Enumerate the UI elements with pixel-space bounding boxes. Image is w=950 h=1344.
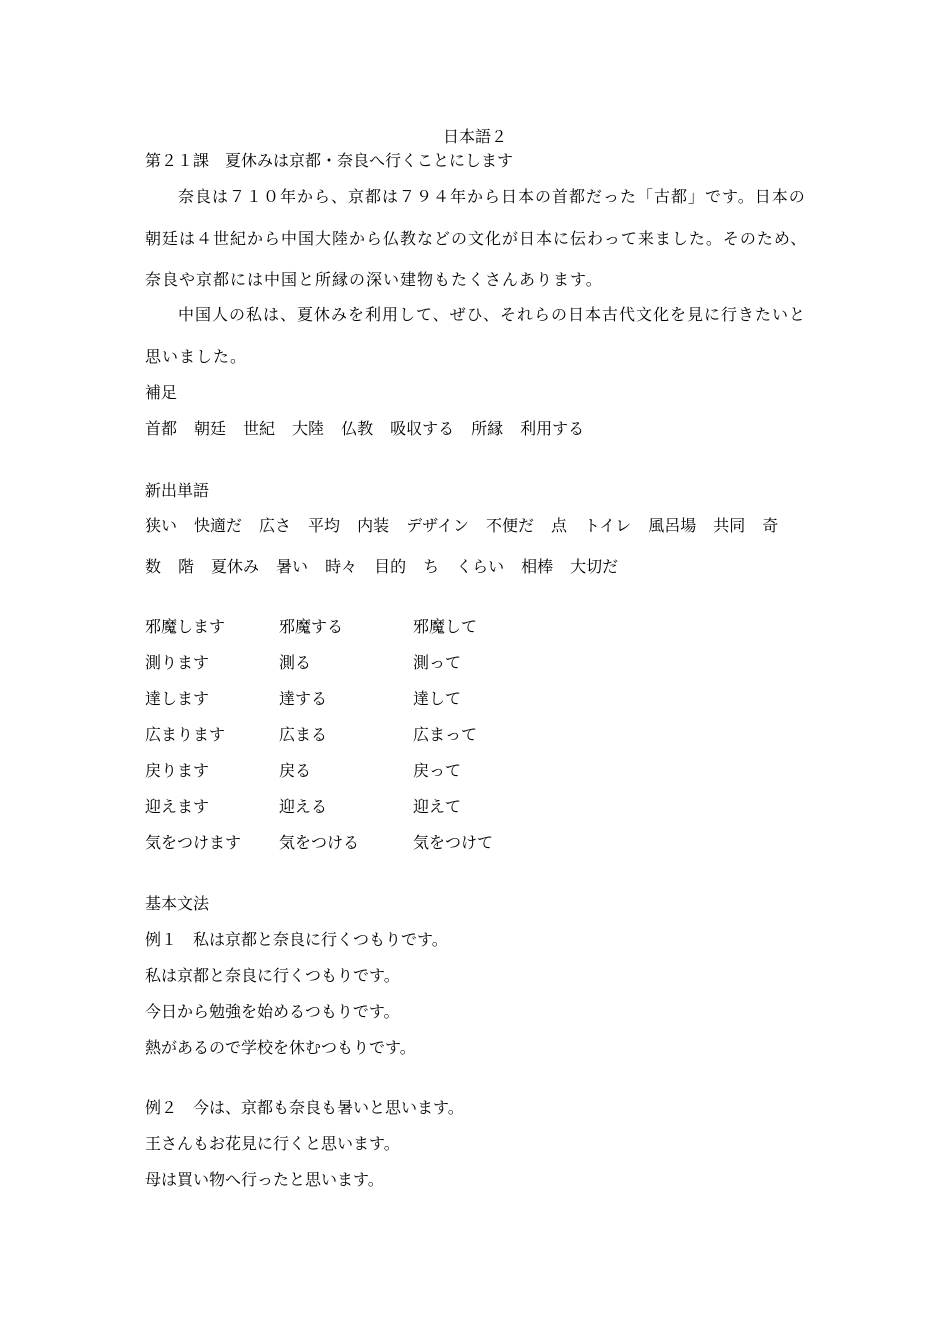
vocab-word: 不便だ <box>485 516 534 535</box>
vocab-word: 広さ <box>259 516 292 535</box>
document-title: 日本語２ <box>442 127 507 146</box>
masu-form: 達します <box>145 689 210 708</box>
te-form: 達して <box>413 689 462 708</box>
vocab-word: 大陸 <box>292 419 325 438</box>
example-sentence: 母は買い物へ行ったと思います。 <box>145 1170 384 1189</box>
vocab-word: 快適だ <box>194 516 243 535</box>
masu-form: 迎えます <box>145 797 210 816</box>
vocab-word: 朝廷 <box>194 419 227 438</box>
vocab-word: 数 <box>145 557 162 576</box>
vocab-word: 首都 <box>145 419 178 438</box>
example-sentence: 私は京都と奈良に行くつもりです。 <box>145 966 400 985</box>
vocab-word: ち <box>423 557 440 576</box>
vocab-word: 共同 <box>713 516 746 535</box>
vocab-word: 風呂場 <box>648 516 697 535</box>
te-form: 気をつけて <box>413 833 494 852</box>
dictionary-form: 気をつける <box>279 833 360 852</box>
masu-form: 気をつけます <box>145 833 242 852</box>
example-sentence: 熱があるので学校を休むつもりです。 <box>145 1038 416 1057</box>
vocab-word: 内装 <box>357 516 390 535</box>
masu-form: 広まります <box>145 725 226 744</box>
reading-line: 朝廷は４世紀から中国大陸から仏教などの文化が日本に伝わって来ました。そのため、 <box>145 229 808 248</box>
example-heading: 例１ 私は京都と奈良に行くつもりです。 <box>145 930 448 949</box>
vocab-word: 相棒 <box>521 557 554 576</box>
masu-form: 測ります <box>145 653 210 672</box>
vocab-word: トイレ <box>584 516 632 535</box>
example-sentence: 王さんもお花見に行くと思います。 <box>145 1134 400 1153</box>
te-form: 迎えて <box>413 797 462 816</box>
dictionary-form: 広まる <box>279 725 328 744</box>
vocab-word: 狭い <box>145 516 178 535</box>
vocab-word: 世紀 <box>243 419 276 438</box>
vocab-word: 仏教 <box>341 419 374 438</box>
vocab-word: デザイン <box>406 516 469 535</box>
supplement-words <box>145 419 584 439</box>
reading-line: 中国人の私は、夏休みを利用して、ぜひ、それらの日本古代文化を見に行きたいと <box>178 305 807 324</box>
vocab-word: 平均 <box>308 516 341 535</box>
dictionary-form: 邪魔する <box>279 617 344 636</box>
te-form: 邪魔して <box>413 617 478 636</box>
new-words-label: 新出単語 <box>145 481 210 500</box>
vocab-word: 時々 <box>325 557 358 576</box>
vocab-word: 夏休み <box>211 557 260 576</box>
example-heading: 例２ 今は、京都も奈良も暑いと思います。 <box>145 1098 464 1117</box>
vocab-word: 奇 <box>762 516 779 535</box>
reading-line: 奈良は７１０年から、京都は７９４年から日本の首都だった「古都」です。日本の <box>178 187 806 206</box>
vocab-word: 吸収する <box>390 419 455 438</box>
reading-line: 思いました。 <box>145 347 248 366</box>
vocab-word: 所縁 <box>471 419 504 438</box>
new-words-line <box>145 557 618 577</box>
dictionary-form: 戻る <box>279 761 312 780</box>
masu-form: 邪魔します <box>145 617 226 636</box>
vocab-word: 点 <box>550 516 567 535</box>
vocab-word: 階 <box>178 557 195 576</box>
te-form: 戻って <box>413 761 462 780</box>
masu-form: 戻ります <box>145 761 210 780</box>
dictionary-form: 測る <box>279 653 312 672</box>
vocab-word: 目的 <box>374 557 407 576</box>
dictionary-form: 達する <box>279 689 328 708</box>
vocab-word: くらい <box>456 557 505 576</box>
vocab-word: 大切だ <box>570 557 619 576</box>
example-sentence: 今日から勉強を始めるつもりです。 <box>145 1002 400 1021</box>
new-words-line <box>145 516 778 536</box>
vocab-word: 暑い <box>276 557 309 576</box>
te-form: 広まって <box>413 725 478 744</box>
lesson-heading: 第２１課 夏休みは京都・奈良へ行くことにします <box>145 151 514 170</box>
grammar-label: 基本文法 <box>145 894 210 913</box>
dictionary-form: 迎える <box>279 797 328 816</box>
supplement-label: 補足 <box>145 383 178 402</box>
vocab-word: 利用する <box>520 419 585 438</box>
te-form: 測って <box>413 653 462 672</box>
reading-line: 奈良や京都には中国と所縁の深い建物もたくさんあります。 <box>145 270 603 289</box>
